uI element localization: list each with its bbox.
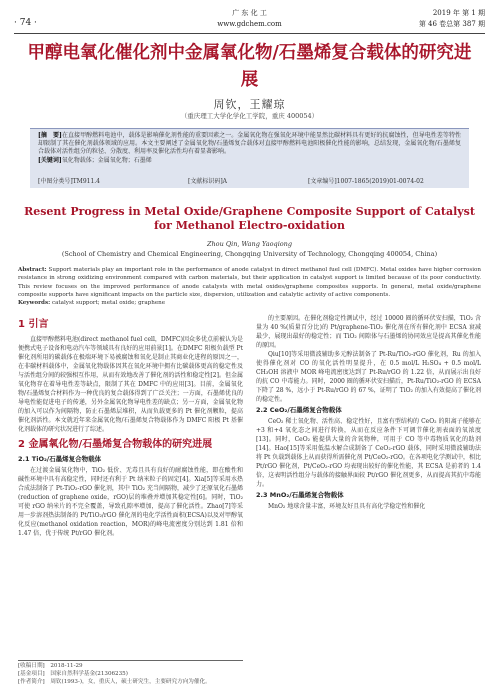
subsection-2-2-heading: 2.2 CeO₂/石墨烯复合物载体 — [256, 406, 342, 414]
section2-heading: 2 金属氧化物/石墨烯复合物载体的研究进展 — [18, 439, 213, 450]
subsection-2-2-text: CeO₂ 稀土氧化物、活性高、稳定性好，且富有型结构的 CeO₂ 的阳离子能够在+3 和+4 氧化态之间进行转换，从而在反应条件下可调节催化剂表面的氧浓度[13]。同时，CeO₂ 能提供大量的含氧物种，可用于 CO 等中毒物质氧化的助剂[14]。Hao[15]等采用低温水解合成制备了 CeO₂-rGO 载体，同时采用微波辅助法将 Pt 负载到载体上从而获得所需催化剂 Pt/CeO₂-rGO。在各项电化学测试中，相比 Pt/rGO 催化剂，Pt/CeO₂-rGO 均表现出较好的催化性能，其 ECSA 是前者的 1.4 倍，这表明活性组分与载体的接触界面较 Pt/rGO 催化剂更多，从而提高其抗中毒能力。 — [256, 418, 481, 488]
footnote-received: [收稿日期] 2018-11-29 — [18, 663, 83, 669]
abstract-en — [18, 266, 481, 300]
page-number: · 74 · — [14, 18, 37, 28]
keywords-cn-text: 氧化物载体；金属氧化物；石墨烯 — [61, 156, 152, 164]
keywords-en — [18, 300, 481, 306]
subsection-2-3-text: MnO₂ 地球含量丰富，环境友好且具有高化学稳定性和催化 — [268, 503, 426, 510]
subsection-2-1-text: 在过渡金属氧化物中，TiO₂ 低价、无毒且具有良好的耐腐蚀性能，即在酸性和碱性环境中具有高稳定性，同时还有利于 Pt 纳米粒子的固定[4]。Xia[5]等采用水热合成法制备了 Pt-TiO₂-rGO 催化剂，其中 TiO₂ 充当间隔物，减少了还原氧化石墨烯(reduction of graphene oxide，rGO)层的堆叠并增加其稳定性[6]。同时，TiO₂ 可使 rGO 纳米片的不完全覆盖，导致孔隙率增加，提高了催化活性。Zhao[7]等采用一步溶剂热法制备的 Pt/TiO₂/rGO 催化剂的电化学活性面积(ECSA)以及对甲醇氧化反应(methanol oxidation reaction，MOR)的峰电流密度分别达到 1.81 倍和 1.47 倍，优于传统 Pt/rGO 催化剂。 — [18, 467, 243, 537]
section1-heading: 1 引言 — [18, 319, 49, 330]
keywords-cn — [38, 157, 461, 165]
subsection-2-1-heading: 2.1 TiO₂/石墨烯复合物载体 — [18, 455, 102, 463]
article-number: [文章编号]1007-1865(2019)01-0074-02 — [308, 178, 424, 185]
running-header — [14, 6, 485, 40]
document-code: [文献标识码]A — [188, 178, 228, 185]
header-divider — [14, 33, 485, 34]
abstract-cn-text: 在直接甲醇燃料电池中，载体是影响催化剂性能的重要因素之一。金属氧化物在强氧化环境中能显然比碳材料具有更好的抗腐蚀性，但导电性差等特性却限制了其在催化剂载体领域的应用。本文主要阐述了金属氧化物/石墨烯复合载体对直接甲醇燃料电池阳极催化性能的影响，总结发现，金属氧化物/石墨烯复合载体对活性组分的粒径、分散度、利用率及催化活性均有着显著影响。 — [38, 132, 461, 156]
left-column — [18, 314, 243, 538]
volume-info: 第 46 卷总第 387 期 — [418, 20, 485, 28]
footnote-fund: [基金项目] 国家自然科学基金(21306235) — [18, 671, 128, 677]
clc-number: [中图分类号]TM911.4 — [38, 178, 101, 185]
subsection-2-3-heading: 2.3 MnO₂/石墨烯复合物载体 — [256, 491, 344, 499]
title-en: Resent Progress in Metal Oxide/Graphene Composite Support of Catalyst for Methanol Electro-oxidation — [24, 205, 475, 232]
keywords-cn-label: [关键词] — [38, 156, 62, 164]
right-column — [256, 314, 481, 511]
section1-text: 直接甲醇燃料电池(direct methanol fuel cell，DMFC)因众多优点前被认为是便携式电子设备和电动汽车等领域具有良好的应用前景[1]。在DMFC 阳极负载型 Pt 催化剂所用的碳载体在极端环境下易被腐蚀和氧化是制止其商业化进程的原因之一，在非碳材料载体中，金属氧化物载体因其在氧化环境中拥有比碳载体更高的稳定性及与活性组分间的较强相互作用，从而有效地改善了催化剂的活性和稳定性[2]。但金属氧化物存在着导电性差等缺点，限制了其在 DMFC 中的应用[3]。目前，金属氧化物/石墨烯复合材料作为一种优良的复合载体得到了广泛关注；一方面，石墨烯优良的导电性能促进电子的传递，另外金属氧化物导电性差的缺点；另一方面，金属氧化物的加入可以作为间隔物，防止石墨烯层堆积，从而负载更多的 Pt 催化剂颗粒，提高催化剂活性。本文就近年来金属氧化物/石墨烯复合物载体作为 DMFC 阳极 Pt 基催化剂载体的研究状况进行了综述。 — [18, 336, 243, 433]
journal-info — [14, 8, 485, 30]
journal-url: www.gdchem.com — [217, 20, 282, 28]
affiliation-cn: （重庆理工大学化学化工学院，重庆 400054） — [180, 112, 319, 120]
right-paragraph-a: 的主要原因。在催化剂稳定性测试中，经过 10000 圈的循环伏安扫描，TiO₂ 含量为 40 %(质量百分比)的 Pt/graphene-TiO₂ 催化剂在所有催化剂中 ECSA 衰减最少，展现出最好的稳定性；而 TiO₂ 间隙体与石墨烯的协同效应是提高其催化性能的原因。 — [256, 315, 481, 349]
abstract-en-text: Support materials play an important role in the performance of anode catalyst in direct methanol fuel cell (DMFC). Metal oxides have higher corrosion resistance in strong oxidizing environment compared with carbon materials, but their application in catalyst support is limited because of its poor conductivity. This review focuses on the improved performance of anode catalysts with metal oxides/graphene composites supports. In general, metal oxide/graphene composite supports have significant impacts on the particle size, dispersion, utilization and catalytic activity of active components. — [18, 267, 481, 299]
footnote — [18, 660, 243, 686]
year-issue: 2019 年 第 1 期 — [432, 9, 485, 17]
right-paragraph-b: Qiu[10]等采用微波辅助多元醇法制备了 Pt-Ru/TiO₂-rGO 催化剂，Ru 的加入使得催化剂对 CO 的氧化活性明显提升，在 0.5 mol/L H₂SO₄ + 0.5 mol/L CH₃OH 溶液中 MOR 峰电流密度达到了 Pt-Ru/rGO 的 1.22 倍，从而展示出良好的抗 CO 中毒能力。同时，2000 圈的循环伏安扫描后，Pt-Ru/TiO₂-rGO 的 ECSA 下降了 28 %，远小于 Pt-Ru/rGO 的 67 %，证明了 TiO₂ 的加入有效提高了催化剂的稳定性。 — [256, 351, 481, 403]
authors-en: Zhou Qin, Wang Yaoqiong — [206, 240, 293, 248]
footnote-bio: [作者简介] 周钦(1993-)，女，重庆人，硕士研究生，主要研究方向为催化。 — [18, 679, 211, 685]
abstract-cn — [38, 132, 461, 157]
abstract-cn-label: [摘 要] — [38, 132, 62, 139]
issue-info — [419, 8, 485, 30]
abstract-en-label: Abstract: — [18, 267, 47, 273]
keywords-en-text: catalyst support; metal oxide; graphene — [51, 300, 166, 306]
authors-cn: 周钦，王耀琼 — [213, 98, 286, 111]
keywords-en-label: Keywords: — [18, 300, 51, 306]
affiliation-en: (School of Chemistry and Chemical Engineering, Chongqing University of Technology, Chongqing 400054, China) — [61, 250, 438, 258]
title-cn: 甲醇电氧化催化剂中金属氧化物/石墨烯复合载体的研究进展 — [27, 43, 472, 90]
journal-name: 广 东 化 工 — [232, 9, 267, 17]
